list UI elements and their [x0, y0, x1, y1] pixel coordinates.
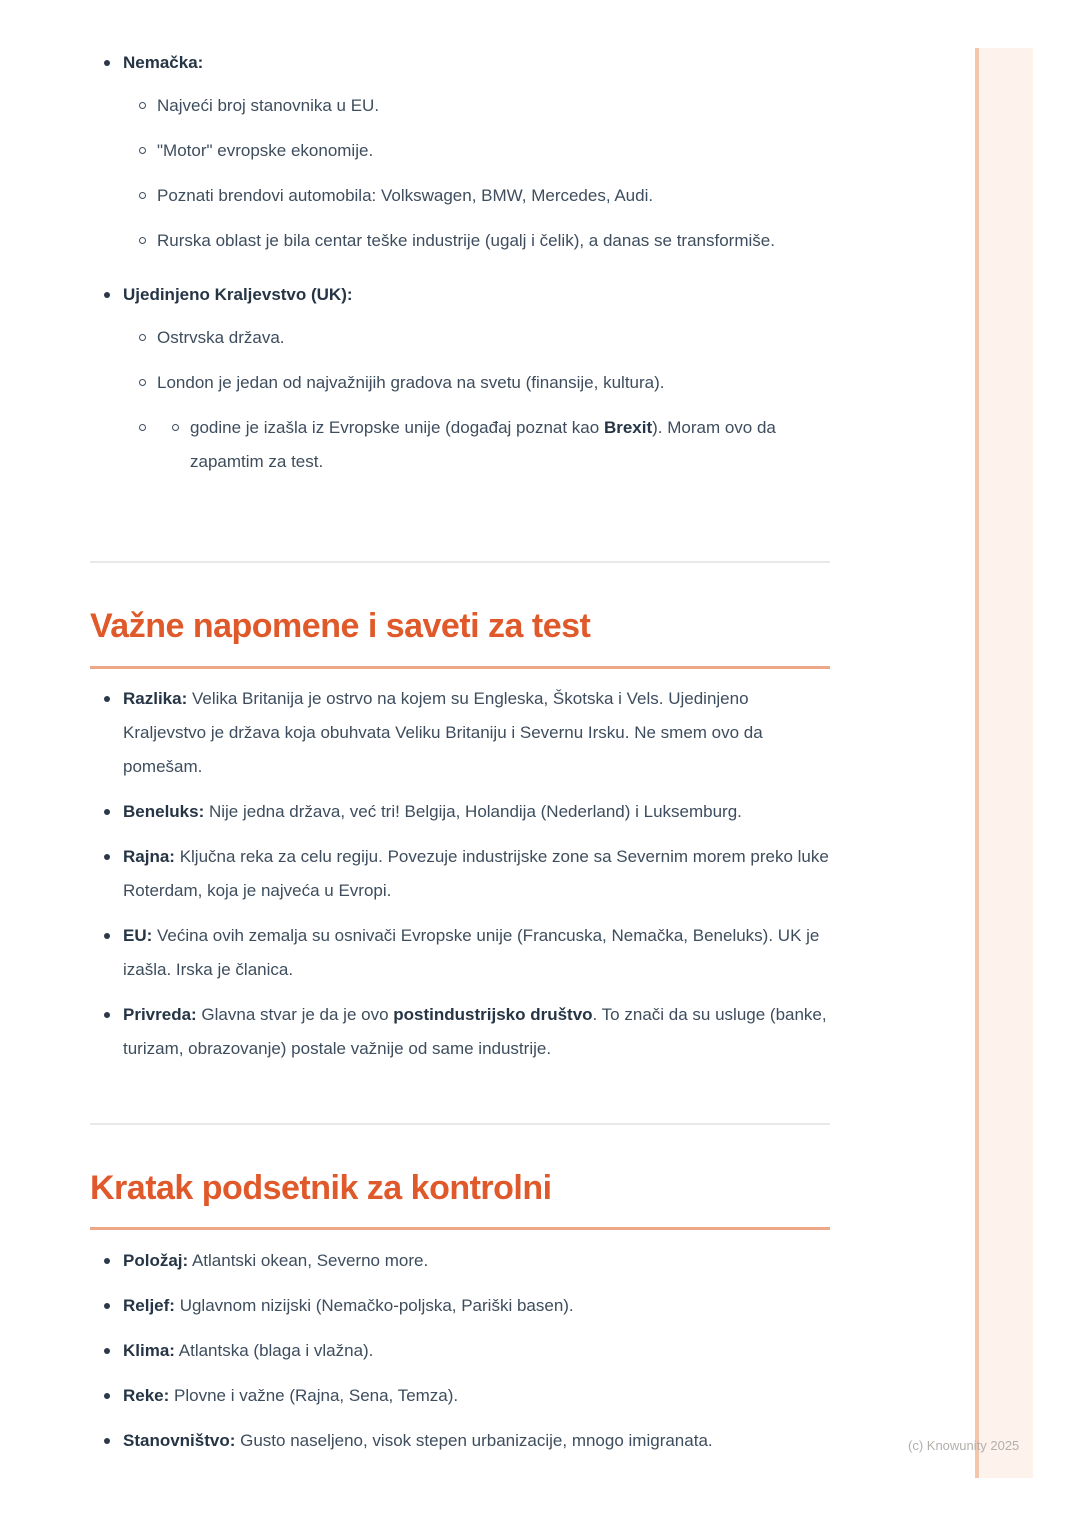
list-item — [123, 321, 830, 355]
item-text: Najveći broj stanovnika u EU. — [157, 96, 380, 115]
item-lead: Reljef: — [123, 1296, 175, 1315]
item-lead: Reke: — [123, 1386, 170, 1405]
item-lead: Beneluks: — [123, 802, 205, 821]
item-text: Velika Britanija je ostrvo na kojem su Engleska, Škotska i Vels. Ujedinjeno Kraljevstvo je država koja obuhvata Veliku Britaniju i Severnu Irsku. Ne smem ovo da pomešam. — [123, 689, 763, 776]
group-label: Ujedinjeno Kraljevstvo (UK): — [123, 285, 353, 304]
item-text: Većina ovih zemalja su osnivači Evropske unije (Francuska, Nemačka, Beneluks). UK je izašla. Irska je članica. — [123, 926, 820, 979]
item-text: godine je izašla iz Evropske unije (događaj poznat kao — [190, 418, 604, 437]
list-item — [123, 89, 830, 123]
recap-section — [90, 1244, 830, 1469]
item-lead: Stanovništvo: — [123, 1431, 236, 1450]
list-item — [90, 1334, 830, 1368]
item-lead: Razlika: — [123, 689, 188, 708]
notes-section — [90, 682, 830, 1077]
list-item — [90, 1244, 830, 1278]
item-text: Atlantski okean, Severno more. — [188, 1251, 429, 1270]
item-text: Atlantska (blaga i vlažna). — [174, 1341, 374, 1360]
item-text: ). Moram ovo da zapamtim za test. — [190, 418, 776, 471]
list-item-germany — [90, 46, 830, 258]
bold-term: postindustrijsko društvo — [393, 1005, 593, 1024]
item-text: Gusto naseljeno, visok stepen urbanizacije, mnogo imigranata. — [235, 1431, 713, 1450]
item-text: Nije jedna država, već tri! Belgija, Holandija (Nederland) i Luksemburg. — [204, 802, 742, 821]
list-item — [123, 224, 830, 258]
list-item — [90, 998, 830, 1066]
section-title-rule — [90, 666, 830, 669]
uk-sub-list — [123, 321, 830, 479]
germany-sub-list — [123, 89, 830, 258]
section-title-recap: Kratak podsetnik za kontrolni — [90, 1169, 552, 1207]
right-accent-panel — [979, 48, 1033, 1478]
list-item-nested — [123, 411, 830, 479]
item-text: Ostrvska država. — [157, 328, 285, 347]
recap-list — [90, 1244, 830, 1458]
item-text: Poznati brendovi automobila: Volkswagen, BMW, Mercedes, Audi. — [157, 186, 654, 205]
copyright-watermark: (c) Knowunity 2025 — [908, 1438, 1020, 1453]
section-title-notes: Važne napomene i saveti za test — [90, 607, 591, 645]
item-lead: Rajna: — [123, 847, 175, 866]
item-text: London je jedan od najvažnijih gradova na svetu (finansije, kultura). — [157, 373, 665, 392]
intro-section — [90, 46, 830, 490]
list-item — [90, 1424, 830, 1458]
item-text: Uglavnom nizijski (Nemačko-poljska, Pariški basen). — [174, 1296, 574, 1315]
bold-term: Brexit — [603, 418, 653, 437]
list-item — [90, 919, 830, 987]
item-text: Ključna reka za celu regiju. Povezuje industrijske zone sa Severnim morem preko luke Roterdam, koja je najveća u Evropi. — [123, 847, 829, 900]
brexit-nested-list — [157, 411, 830, 479]
section-title-rule — [90, 1227, 830, 1230]
item-lead: EU: — [123, 926, 153, 945]
item-lead: Položaj: — [123, 1251, 189, 1270]
group-label: Nemačka: — [123, 53, 204, 72]
item-text: Glavna stvar je da je ovo — [196, 1005, 394, 1024]
item-text: Rurska oblast je bila centar teške industrije (ugalj i čelik), a danas se transformiše. — [157, 231, 775, 250]
item-text: . To znači da su usluge (banke, turizam, obrazovanje) postale važnije od same industrije. — [123, 1005, 827, 1058]
list-item — [123, 179, 830, 213]
list-item — [123, 134, 830, 168]
list-item-uk — [90, 278, 830, 479]
section-divider — [90, 1123, 830, 1125]
list-item — [90, 1289, 830, 1323]
list-item — [90, 682, 830, 784]
list-item — [123, 366, 830, 400]
item-lead: Privreda: — [123, 1005, 197, 1024]
notes-list — [90, 682, 830, 1066]
list-item — [90, 840, 830, 908]
intro-list — [90, 46, 830, 479]
item-text: "Motor" evropske ekonomije. — [157, 141, 374, 160]
section-divider — [90, 561, 830, 563]
item-text: Plovne i važne (Rajna, Sena, Temza). — [169, 1386, 459, 1405]
item-lead: Klima: — [123, 1341, 175, 1360]
list-item — [90, 795, 830, 829]
list-item — [157, 411, 830, 479]
list-item — [90, 1379, 830, 1413]
